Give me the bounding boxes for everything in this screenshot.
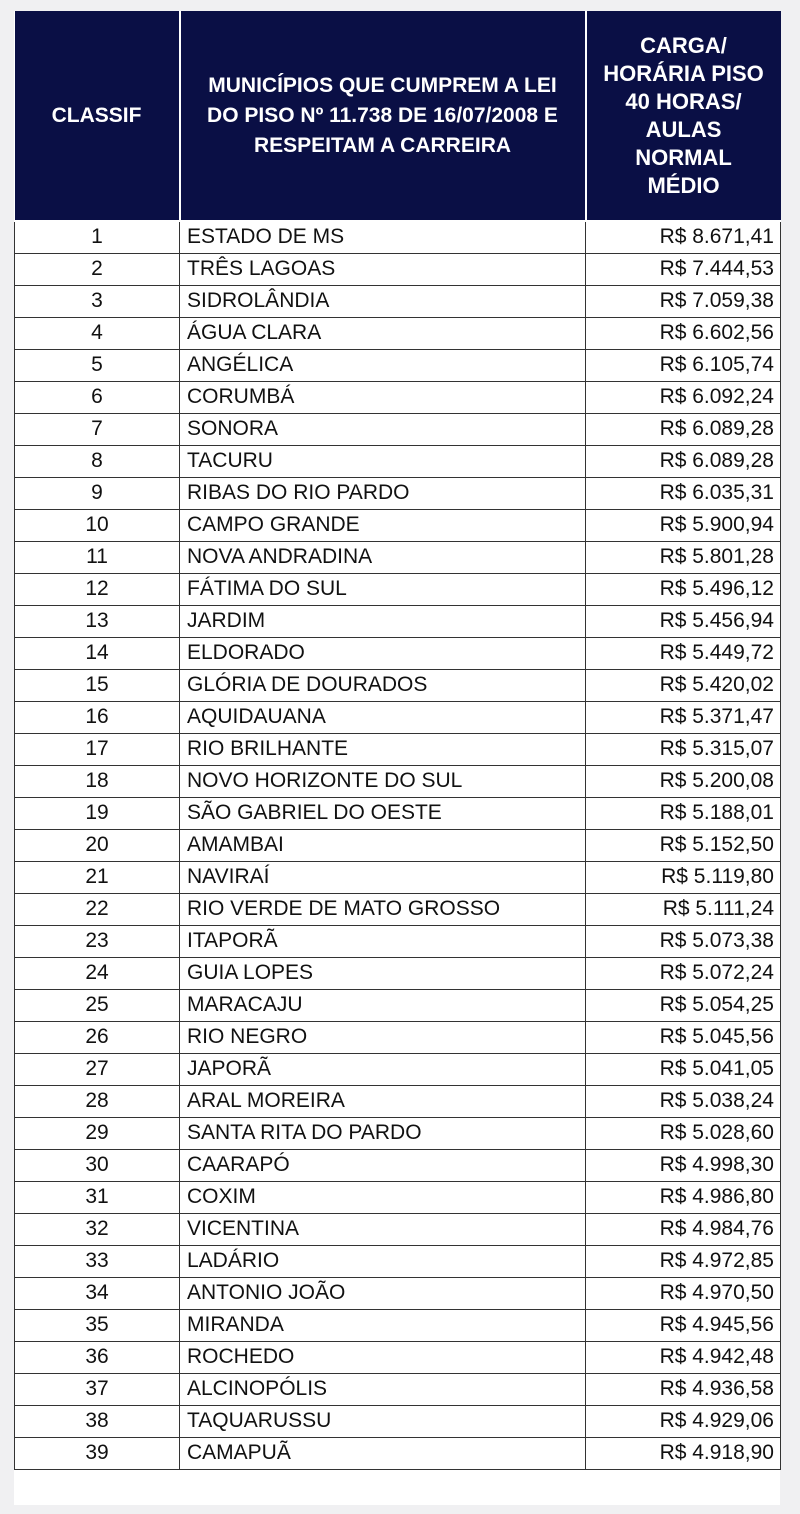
rank-cell: 14 <box>15 637 180 669</box>
valor-cell: R$ 5.119,80 <box>586 861 781 893</box>
valor-cell: R$ 6.089,28 <box>586 413 781 445</box>
valor-cell: R$ 4.942,48 <box>586 1341 781 1373</box>
table-row <box>15 1053 781 1085</box>
valor-cell: R$ 5.315,07 <box>586 733 781 765</box>
valor-cell: R$ 5.420,02 <box>586 669 781 701</box>
header-carga-horaria: CARGA/ HORÁRIA PISO 40 HORAS/ AULAS NORMAL MÉDIO <box>586 11 781 221</box>
ranking-table <box>14 11 781 1470</box>
table-row <box>15 221 781 253</box>
table-row <box>15 1245 781 1277</box>
municipio-cell: ANGÉLICA <box>180 349 586 381</box>
table-row <box>15 765 781 797</box>
valor-cell: R$ 5.111,24 <box>586 893 781 925</box>
table-row <box>15 349 781 381</box>
rank-cell: 6 <box>15 381 180 413</box>
rank-cell: 11 <box>15 541 180 573</box>
table-row <box>15 541 781 573</box>
rank-cell: 10 <box>15 509 180 541</box>
municipio-cell: ANTONIO JOÃO <box>180 1277 586 1309</box>
rank-cell: 7 <box>15 413 180 445</box>
table-row <box>15 253 781 285</box>
table-body <box>15 221 781 1469</box>
valor-cell: R$ 4.970,50 <box>586 1277 781 1309</box>
table-row <box>15 1437 781 1469</box>
table-row <box>15 893 781 925</box>
rank-cell: 27 <box>15 1053 180 1085</box>
table-row <box>15 1149 781 1181</box>
municipio-cell: CAMPO GRANDE <box>180 509 586 541</box>
rank-cell: 30 <box>15 1149 180 1181</box>
table-row <box>15 477 781 509</box>
rank-cell: 3 <box>15 285 180 317</box>
rank-cell: 28 <box>15 1085 180 1117</box>
municipio-cell: NAVIRAÍ <box>180 861 586 893</box>
municipio-cell: SIDROLÂNDIA <box>180 285 586 317</box>
rank-cell: 17 <box>15 733 180 765</box>
rank-cell: 15 <box>15 669 180 701</box>
valor-cell: R$ 8.671,41 <box>586 221 781 253</box>
valor-cell: R$ 4.918,90 <box>586 1437 781 1469</box>
valor-cell: R$ 4.936,58 <box>586 1373 781 1405</box>
rank-cell: 19 <box>15 797 180 829</box>
municipio-cell: ITAPORÃ <box>180 925 586 957</box>
valor-cell: R$ 4.972,85 <box>586 1245 781 1277</box>
municipio-cell: TRÊS LAGOAS <box>180 253 586 285</box>
valor-cell: R$ 4.929,06 <box>586 1405 781 1437</box>
municipio-cell: GUIA LOPES <box>180 957 586 989</box>
table-row <box>15 669 781 701</box>
municipio-cell: ARAL MOREIRA <box>180 1085 586 1117</box>
rank-cell: 26 <box>15 1021 180 1053</box>
valor-cell: R$ 5.054,25 <box>586 989 781 1021</box>
table-row <box>15 829 781 861</box>
municipio-cell: GLÓRIA DE DOURADOS <box>180 669 586 701</box>
rank-cell: 36 <box>15 1341 180 1373</box>
valor-cell: R$ 7.059,38 <box>586 285 781 317</box>
valor-cell: R$ 5.200,08 <box>586 765 781 797</box>
municipio-cell: ESTADO DE MS <box>180 221 586 253</box>
rank-cell: 33 <box>15 1245 180 1277</box>
table-row <box>15 1021 781 1053</box>
valor-cell: R$ 4.986,80 <box>586 1181 781 1213</box>
table-row <box>15 1181 781 1213</box>
table-row <box>15 317 781 349</box>
municipio-cell: RIO NEGRO <box>180 1021 586 1053</box>
ranking-sheet <box>14 11 780 1505</box>
table-row <box>15 1341 781 1373</box>
valor-cell: R$ 6.602,56 <box>586 317 781 349</box>
rank-cell: 25 <box>15 989 180 1021</box>
table-row <box>15 445 781 477</box>
table-row <box>15 1213 781 1245</box>
rank-cell: 31 <box>15 1181 180 1213</box>
valor-cell: R$ 4.945,56 <box>586 1309 781 1341</box>
municipio-cell: TAQUARUSSU <box>180 1405 586 1437</box>
municipio-cell: NOVO HORIZONTE DO SUL <box>180 765 586 797</box>
table-row <box>15 989 781 1021</box>
valor-cell: R$ 4.984,76 <box>586 1213 781 1245</box>
header-classif: CLASSIF <box>15 11 180 221</box>
header-municipios: MUNICÍPIOS QUE CUMPREM A LEI DO PISO Nº 11.738 DE 16/07/2008 E RESPEITAM A CARREIRA <box>180 11 586 221</box>
rank-cell: 12 <box>15 573 180 605</box>
table-row <box>15 413 781 445</box>
rank-cell: 13 <box>15 605 180 637</box>
rank-cell: 22 <box>15 893 180 925</box>
rank-cell: 5 <box>15 349 180 381</box>
table-row <box>15 637 781 669</box>
municipio-cell: VICENTINA <box>180 1213 586 1245</box>
rank-cell: 24 <box>15 957 180 989</box>
municipio-cell: MIRANDA <box>180 1309 586 1341</box>
rank-cell: 8 <box>15 445 180 477</box>
valor-cell: R$ 5.041,05 <box>586 1053 781 1085</box>
municipio-cell: TACURU <box>180 445 586 477</box>
table-row <box>15 605 781 637</box>
rank-cell: 4 <box>15 317 180 349</box>
table-row <box>15 701 781 733</box>
municipio-cell: CORUMBÁ <box>180 381 586 413</box>
valor-cell: R$ 5.188,01 <box>586 797 781 829</box>
table-row <box>15 957 781 989</box>
municipio-cell: FÁTIMA DO SUL <box>180 573 586 605</box>
table-row <box>15 925 781 957</box>
rank-cell: 16 <box>15 701 180 733</box>
valor-cell: R$ 5.072,24 <box>586 957 781 989</box>
rank-cell: 39 <box>15 1437 180 1469</box>
table-row <box>15 1373 781 1405</box>
valor-cell: R$ 5.073,38 <box>586 925 781 957</box>
municipio-cell: JAPORÃ <box>180 1053 586 1085</box>
municipio-cell: ALCINOPÓLIS <box>180 1373 586 1405</box>
municipio-cell: ROCHEDO <box>180 1341 586 1373</box>
valor-cell: R$ 5.449,72 <box>586 637 781 669</box>
municipio-cell: AQUIDAUANA <box>180 701 586 733</box>
valor-cell: R$ 5.456,94 <box>586 605 781 637</box>
table-row <box>15 1117 781 1149</box>
rank-cell: 29 <box>15 1117 180 1149</box>
rank-cell: 38 <box>15 1405 180 1437</box>
municipio-cell: SÃO GABRIEL DO OESTE <box>180 797 586 829</box>
table-row <box>15 1277 781 1309</box>
header-row <box>15 11 781 221</box>
valor-cell: R$ 5.900,94 <box>586 509 781 541</box>
valor-cell: R$ 6.092,24 <box>586 381 781 413</box>
valor-cell: R$ 7.444,53 <box>586 253 781 285</box>
rank-cell: 35 <box>15 1309 180 1341</box>
municipio-cell: ÁGUA CLARA <box>180 317 586 349</box>
valor-cell: R$ 5.496,12 <box>586 573 781 605</box>
municipio-cell: LADÁRIO <box>180 1245 586 1277</box>
valor-cell: R$ 5.028,60 <box>586 1117 781 1149</box>
table-row <box>15 1085 781 1117</box>
municipio-cell: JARDIM <box>180 605 586 637</box>
municipio-cell: RIO VERDE DE MATO GROSSO <box>180 893 586 925</box>
municipio-cell: AMAMBAI <box>180 829 586 861</box>
valor-cell: R$ 5.801,28 <box>586 541 781 573</box>
table-row <box>15 733 781 765</box>
rank-cell: 18 <box>15 765 180 797</box>
valor-cell: R$ 6.035,31 <box>586 477 781 509</box>
table-row <box>15 381 781 413</box>
valor-cell: R$ 6.089,28 <box>586 445 781 477</box>
rank-cell: 2 <box>15 253 180 285</box>
municipio-cell: MARACAJU <box>180 989 586 1021</box>
rank-cell: 37 <box>15 1373 180 1405</box>
rank-cell: 1 <box>15 221 180 253</box>
municipio-cell: NOVA ANDRADINA <box>180 541 586 573</box>
valor-cell: R$ 5.152,50 <box>586 829 781 861</box>
table-row <box>15 285 781 317</box>
table-row <box>15 573 781 605</box>
municipio-cell: CAARAPÓ <box>180 1149 586 1181</box>
table-row <box>15 509 781 541</box>
valor-cell: R$ 5.038,24 <box>586 1085 781 1117</box>
table-row <box>15 861 781 893</box>
valor-cell: R$ 5.045,56 <box>586 1021 781 1053</box>
rank-cell: 20 <box>15 829 180 861</box>
municipio-cell: RIO BRILHANTE <box>180 733 586 765</box>
municipio-cell: RIBAS DO RIO PARDO <box>180 477 586 509</box>
rank-cell: 32 <box>15 1213 180 1245</box>
valor-cell: R$ 6.105,74 <box>586 349 781 381</box>
rank-cell: 9 <box>15 477 180 509</box>
municipio-cell: SANTA RITA DO PARDO <box>180 1117 586 1149</box>
valor-cell: R$ 5.371,47 <box>586 701 781 733</box>
table-row <box>15 1405 781 1437</box>
table-row <box>15 797 781 829</box>
rank-cell: 21 <box>15 861 180 893</box>
valor-cell: R$ 4.998,30 <box>586 1149 781 1181</box>
rank-cell: 23 <box>15 925 180 957</box>
municipio-cell: CAMAPUÃ <box>180 1437 586 1469</box>
municipio-cell: SONORA <box>180 413 586 445</box>
municipio-cell: ELDORADO <box>180 637 586 669</box>
rank-cell: 34 <box>15 1277 180 1309</box>
municipio-cell: COXIM <box>180 1181 586 1213</box>
table-row <box>15 1309 781 1341</box>
